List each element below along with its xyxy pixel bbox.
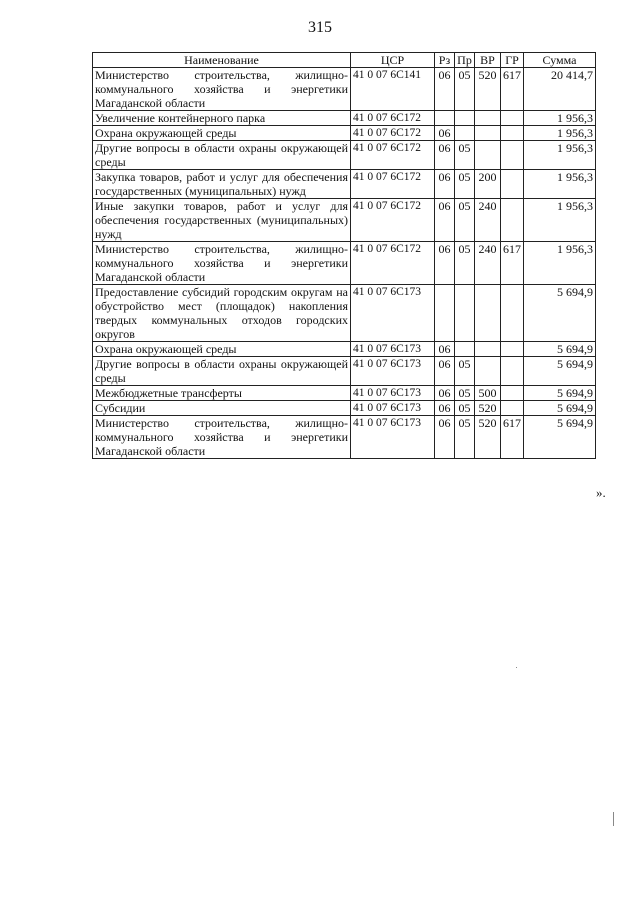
cell-csr: 41 0 07 6С141 [351, 68, 435, 111]
cell-pr: 05 [455, 68, 475, 111]
cell-pr [455, 342, 475, 357]
cell-name: Охрана окружающей среды [93, 342, 351, 357]
cell-gr [501, 357, 524, 386]
closing-quote: ». [596, 485, 606, 500]
table-body [93, 68, 596, 459]
cell-gr: 617 [501, 416, 524, 459]
cell-sum: 1 956,3 [524, 170, 596, 199]
cell-vr: 520 [475, 416, 501, 459]
header-rz: Рз [435, 53, 455, 68]
header-gr: ГР [501, 53, 524, 68]
cell-sum: 5 694,9 [524, 401, 596, 416]
cell-name: Иные закупки товаров, работ и услуг для обеспечения государственных (муниципальных) нужд [93, 199, 351, 242]
cell-pr: 05 [455, 199, 475, 242]
cell-sum: 5 694,9 [524, 342, 596, 357]
cell-gr [501, 126, 524, 141]
cell-rz: 06 [435, 141, 455, 170]
cell-pr: 05 [455, 357, 475, 386]
cell-pr: 05 [455, 170, 475, 199]
cell-rz [435, 111, 455, 126]
cell-pr: 05 [455, 401, 475, 416]
cell-name: Министерство строительства, жилищно-коммунального хозяйства и энергетики Магаданской области [93, 242, 351, 285]
cell-gr [501, 401, 524, 416]
cell-vr [475, 111, 501, 126]
cell-rz: 06 [435, 170, 455, 199]
table-row [93, 401, 596, 416]
cell-csr: 41 0 07 6С173 [351, 357, 435, 386]
cell-rz: 06 [435, 386, 455, 401]
table-row [93, 285, 596, 342]
table-row [93, 199, 596, 242]
cell-rz: 06 [435, 357, 455, 386]
cell-sum: 1 956,3 [524, 126, 596, 141]
cell-name: Другие вопросы в области охраны окружающей среды [93, 141, 351, 170]
table-row [93, 141, 596, 170]
cell-vr [475, 126, 501, 141]
table-row [93, 342, 596, 357]
header-sum: Сумма [524, 53, 596, 68]
budget-table [92, 52, 596, 459]
cell-pr [455, 126, 475, 141]
table-row [93, 242, 596, 285]
cell-sum: 1 956,3 [524, 111, 596, 126]
cell-name: Министерство строительства, жилищно-коммунального хозяйства и энергетики Магаданской области [93, 68, 351, 111]
header-csr: ЦСР [351, 53, 435, 68]
cell-name: Охрана окружающей среды [93, 126, 351, 141]
header-pr: Пр [455, 53, 475, 68]
cell-vr: 520 [475, 68, 501, 111]
cell-vr: 500 [475, 386, 501, 401]
cell-gr [501, 199, 524, 242]
cell-rz: 06 [435, 342, 455, 357]
table-header-row [93, 53, 596, 68]
table-row [93, 357, 596, 386]
cell-pr: 05 [455, 386, 475, 401]
table-row [93, 68, 596, 111]
cell-vr: 200 [475, 170, 501, 199]
scan-speck [613, 812, 614, 826]
cell-vr [475, 141, 501, 170]
table-row [93, 111, 596, 126]
cell-sum: 5 694,9 [524, 357, 596, 386]
cell-pr: 05 [455, 416, 475, 459]
cell-vr [475, 342, 501, 357]
cell-rz: 06 [435, 68, 455, 111]
cell-csr: 41 0 07 6С172 [351, 199, 435, 242]
table-row [93, 416, 596, 459]
cell-rz: 06 [435, 416, 455, 459]
cell-pr [455, 285, 475, 342]
cell-name: Межбюджетные трансферты [93, 386, 351, 401]
cell-csr: 41 0 07 6С173 [351, 401, 435, 416]
cell-rz: 06 [435, 126, 455, 141]
header-vr: ВР [475, 53, 501, 68]
cell-rz: 06 [435, 242, 455, 285]
cell-gr: 617 [501, 242, 524, 285]
cell-sum: 1 956,3 [524, 141, 596, 170]
cell-sum: 5 694,9 [524, 386, 596, 401]
cell-csr: 41 0 07 6С172 [351, 111, 435, 126]
cell-vr [475, 357, 501, 386]
table-row [93, 170, 596, 199]
cell-pr: 05 [455, 141, 475, 170]
header-name: Наименование [93, 53, 351, 68]
cell-gr [501, 386, 524, 401]
cell-sum: 1 956,3 [524, 199, 596, 242]
cell-gr [501, 111, 524, 126]
cell-vr: 240 [475, 242, 501, 285]
cell-name: Другие вопросы в области охраны окружающей среды [93, 357, 351, 386]
cell-gr: 617 [501, 68, 524, 111]
table-row [93, 126, 596, 141]
cell-rz [435, 285, 455, 342]
cell-gr [501, 170, 524, 199]
cell-gr [501, 141, 524, 170]
cell-csr: 41 0 07 6С173 [351, 342, 435, 357]
cell-csr: 41 0 07 6С172 [351, 126, 435, 141]
table-row [93, 386, 596, 401]
cell-pr: 05 [455, 242, 475, 285]
cell-gr [501, 342, 524, 357]
cell-vr: 520 [475, 401, 501, 416]
cell-csr: 41 0 07 6С172 [351, 170, 435, 199]
cell-csr: 41 0 07 6С172 [351, 242, 435, 285]
cell-vr: 240 [475, 199, 501, 242]
cell-pr [455, 111, 475, 126]
cell-rz: 06 [435, 199, 455, 242]
cell-sum: 5 694,9 [524, 285, 596, 342]
cell-gr [501, 285, 524, 342]
cell-name: Увеличение контейнерного парка [93, 111, 351, 126]
cell-sum: 20 414,7 [524, 68, 596, 111]
cell-name: Субсидии [93, 401, 351, 416]
page-number: 315 [308, 19, 332, 36]
cell-sum: 1 956,3 [524, 242, 596, 285]
cell-csr: 41 0 07 6С172 [351, 141, 435, 170]
cell-csr: 41 0 07 6С173 [351, 285, 435, 342]
cell-name: Закупка товаров, работ и услуг для обеспечения государственных (муниципальных) нужд [93, 170, 351, 199]
cell-sum: 5 694,9 [524, 416, 596, 459]
cell-name: Министерство строительства, жилищно-коммунального хозяйства и энергетики Магаданской области [93, 416, 351, 459]
cell-name: Предоставление субсидий городским округам на обустройство мест (площадок) накопления твердых коммунальных отходов городских округов [93, 285, 351, 342]
scan-speck [516, 667, 517, 668]
cell-csr: 41 0 07 6С173 [351, 386, 435, 401]
cell-vr [475, 285, 501, 342]
cell-csr: 41 0 07 6С173 [351, 416, 435, 459]
cell-rz: 06 [435, 401, 455, 416]
